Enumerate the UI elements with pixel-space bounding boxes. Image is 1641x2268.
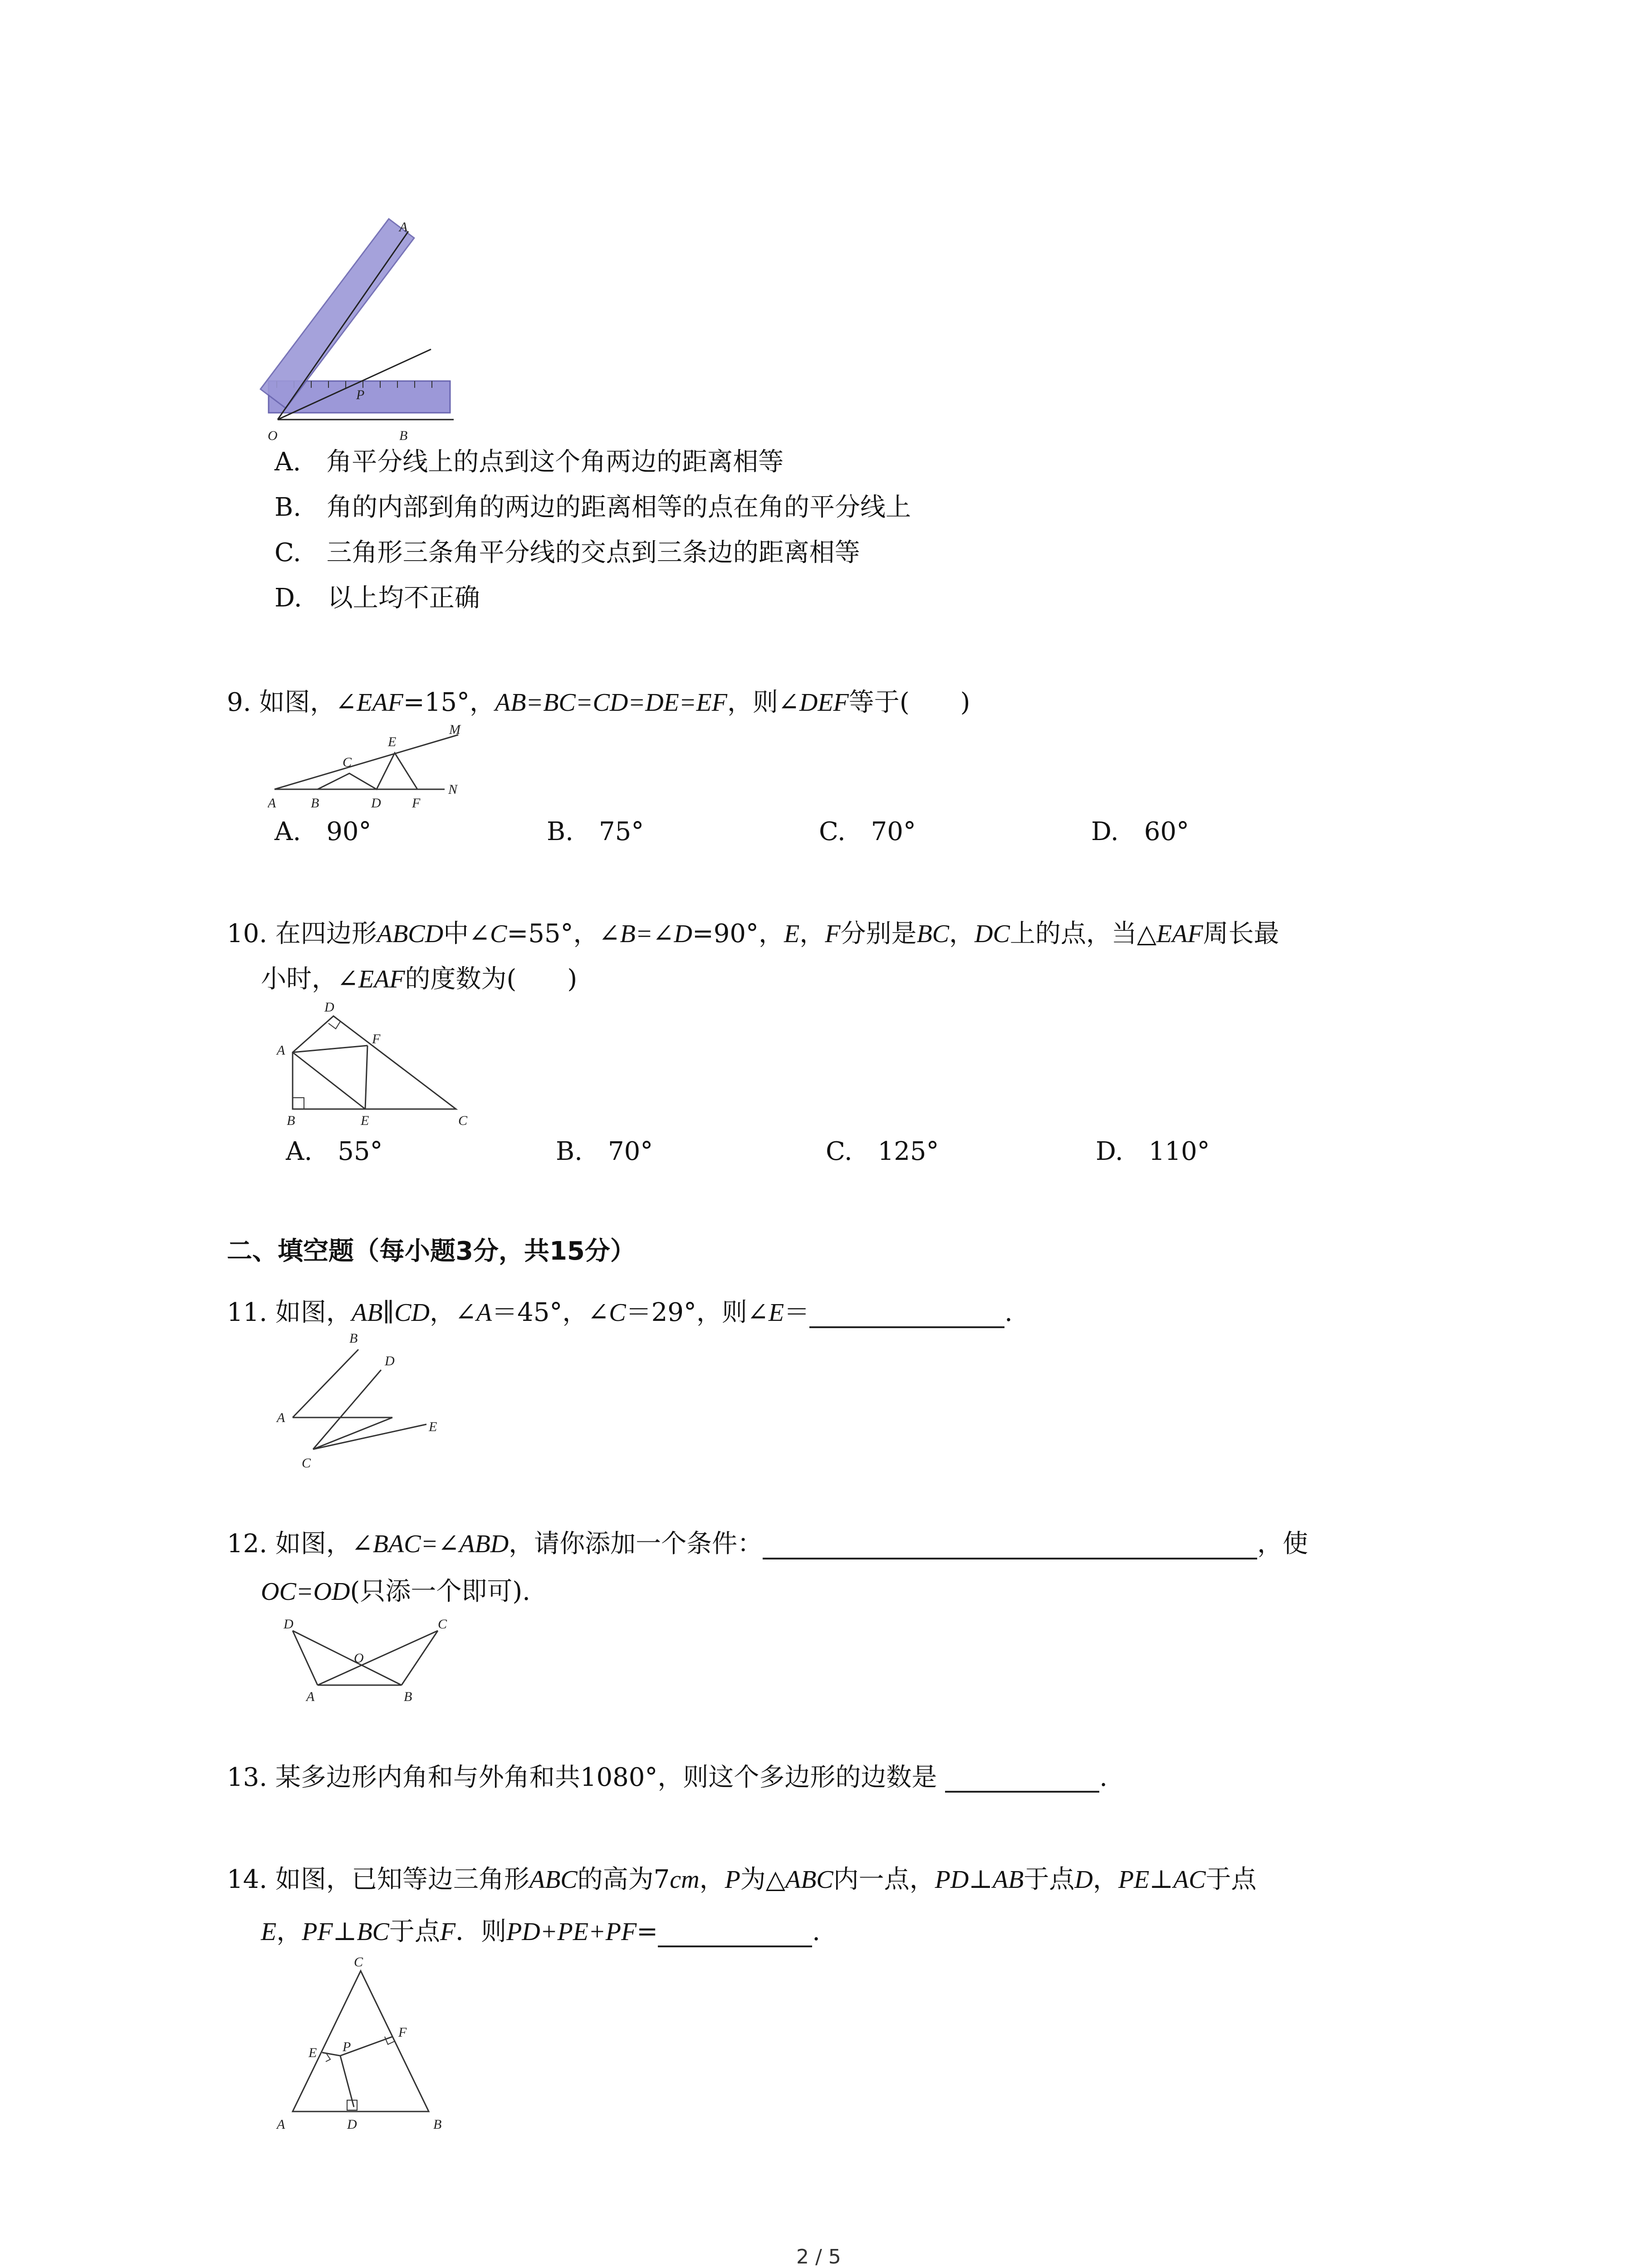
q10-option-a: A. 55°	[286, 1137, 383, 1166]
q12-figure	[272, 1610, 463, 1710]
q12-label-c: C	[438, 1617, 447, 1632]
q10-label-e: E	[361, 1113, 369, 1128]
q10-figure	[272, 993, 472, 1129]
q10-label-d: D	[324, 1000, 334, 1015]
q12-label-d: D	[284, 1617, 294, 1632]
section-title: 二、填空题（每小题3分，共15分）	[227, 1237, 636, 1266]
q8-option-c: C. 三角形三条角平分线的交点到三条边的距离相等	[274, 538, 860, 567]
q10-option-b: B. 70°	[556, 1137, 653, 1166]
q14-label-e: E	[309, 2045, 317, 2060]
q9-label-c: C	[343, 755, 352, 770]
q14-label-b: B	[433, 2117, 442, 2132]
q10-option-d: D. 110°	[1096, 1137, 1210, 1166]
q9-label-n: N	[448, 782, 458, 797]
q13-answer-blank[interactable]	[945, 1767, 1099, 1793]
q8-label-o: O	[268, 428, 278, 443]
q10-label-c: C	[458, 1113, 468, 1128]
q11-figure	[272, 1329, 454, 1474]
q11-label-c: C	[302, 1456, 311, 1471]
q9-label-b: B	[311, 796, 319, 811]
q14-figure	[272, 1950, 463, 2132]
q14-label-a: A	[277, 2117, 285, 2132]
q8-label-b: B	[399, 428, 408, 443]
q9-option-d: D. 60°	[1091, 817, 1189, 846]
q9-label-e: E	[388, 734, 397, 749]
q11-answer-blank[interactable]	[809, 1303, 1004, 1328]
q14-answer-blank[interactable]	[658, 1922, 812, 1947]
q14-label-f: F	[398, 2025, 407, 2040]
q9-stem: 9. 如图，∠EAF=15°，AB=BC=CD=DE=EF，则∠DEF等于( )	[227, 688, 970, 717]
q11-label-d: D	[385, 1354, 395, 1369]
q14-stem-line2: E，PF⊥BC于点F．则PD+PE+PF= .	[261, 1916, 820, 1947]
q14-label-p: P	[343, 2039, 351, 2054]
q12-label-a: A	[306, 1689, 315, 1704]
q13-stem: 13. 某多边形内角和与外角和共1080°，则这个多边形的边数是 .	[227, 1763, 1108, 1792]
q12-answer-blank[interactable]	[763, 1534, 1257, 1559]
q11-label-a: A	[277, 1410, 285, 1425]
page-number: 2 / 5	[796, 2245, 841, 2268]
q9-figure	[268, 721, 472, 812]
q8-option-a: A. 角平分线上的点到这个角两边的距离相等	[274, 447, 784, 477]
q12-label-o: O	[354, 1651, 364, 1666]
q11-label-e: E	[429, 1419, 437, 1434]
q8-ruler-figure	[259, 213, 467, 445]
q10-label-b: B	[287, 1113, 295, 1128]
q11-label-b: B	[349, 1331, 358, 1346]
q10-option-c: C. 125°	[826, 1137, 939, 1166]
q9-option-b: B. 75°	[547, 817, 644, 846]
q9-label-f: F	[412, 796, 421, 811]
q9-label-d: D	[371, 796, 381, 811]
q8-label-a: A	[399, 220, 408, 235]
q10-stem-line2: 小时，∠EAF的度数为( )	[261, 964, 578, 994]
q8-label-p: P	[356, 387, 365, 402]
q10-stem-line1: 10. 在四边形ABCD中∠C=55°，∠B=∠D=90°，E，F分别是BC，DC上的点，当△EAF周长最	[227, 919, 1279, 948]
q10-label-a: A	[277, 1043, 285, 1058]
q9-label-m: M	[449, 722, 460, 737]
q14-label-c: C	[354, 1955, 363, 1970]
q8-option-d: D. 以上均不正确	[274, 583, 480, 613]
q10-label-f: F	[372, 1031, 381, 1046]
q14-stem-line1: 14. 如图，已知等边三角形ABC的高为7cm，P为△ABC内一点，PD⊥AB于点D，PE⊥AC于点	[227, 1865, 1257, 1894]
q9-option-c: C. 70°	[819, 817, 916, 846]
q12-label-b: B	[404, 1689, 412, 1704]
q14-label-d: D	[347, 2117, 357, 2132]
q11-stem: 11. 如图，AB∥CD，∠A＝45°，∠C＝29°，则∠E＝ .	[227, 1297, 1013, 1328]
q9-option-a: A. 90°	[274, 817, 372, 846]
q9-label-a: A	[268, 796, 276, 811]
q8-option-b: B. 角的内部到角的两边的距离相等的点在角的平分线上	[274, 493, 911, 522]
q12-stem-line2: OC=OD(只添一个即可).	[261, 1577, 530, 1606]
q12-stem-line1: 12. 如图，∠BAC=∠ABD，请你添加一个条件： ，使	[227, 1529, 1308, 1559]
